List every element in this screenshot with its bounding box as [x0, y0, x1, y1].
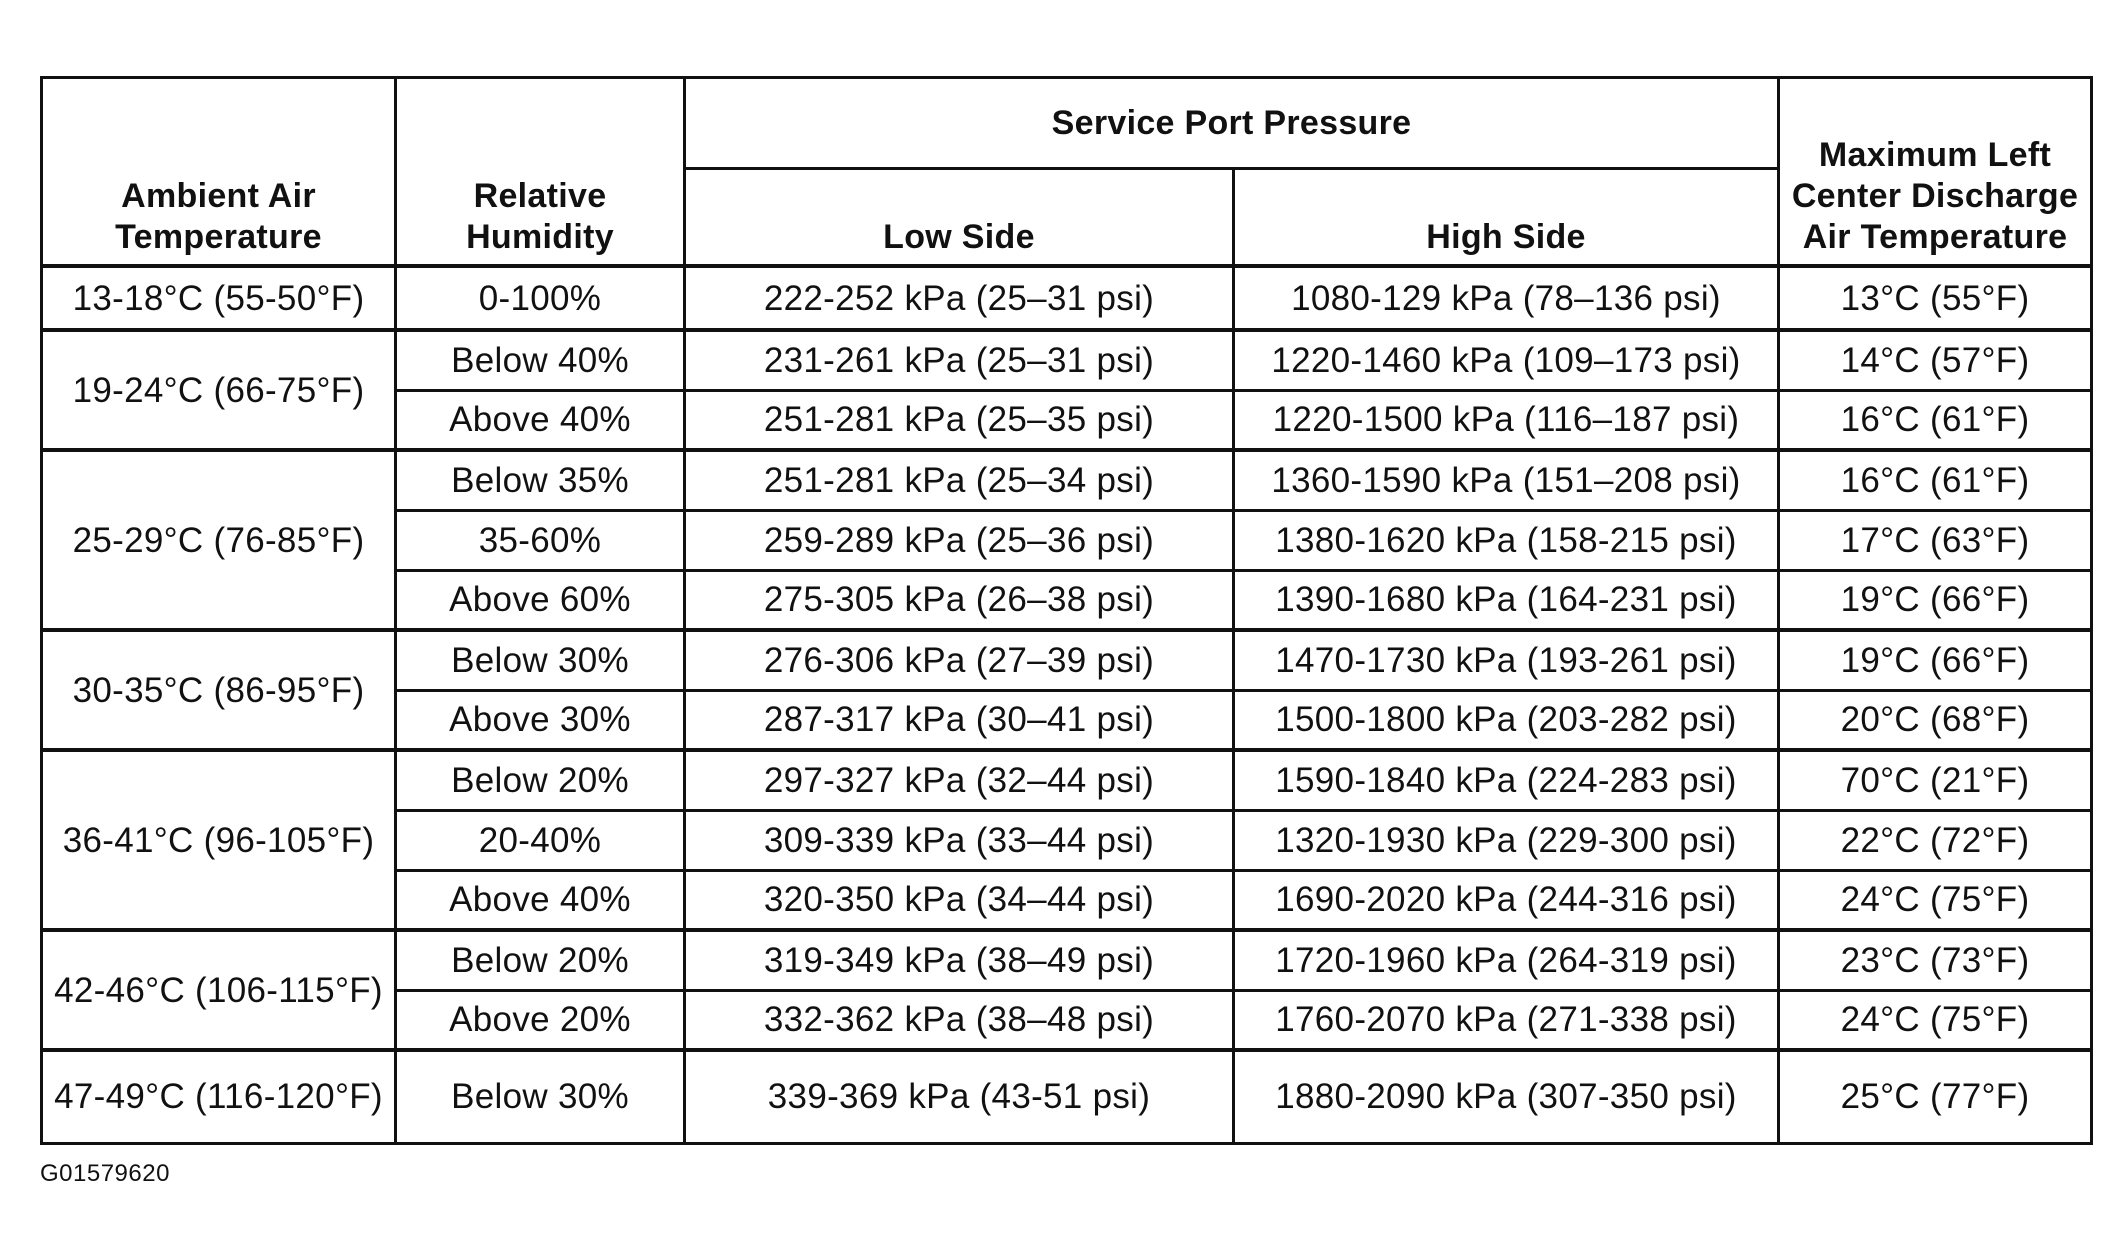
cell-high-side-pressure: 1080-129 kPa (78–136 psi) — [1234, 266, 1779, 330]
cell-max-discharge-temperature: 19°C (66°F) — [1779, 570, 2092, 630]
cell-max-discharge-temperature: 22°C (72°F) — [1779, 810, 2092, 870]
cell-relative-humidity: Below 35% — [396, 450, 685, 510]
cell-relative-humidity: Below 20% — [396, 930, 685, 990]
cell-low-side-pressure: 259-289 kPa (25–36 psi) — [685, 510, 1234, 570]
header-high-side: High Side — [1234, 169, 1779, 267]
header-max-discharge-air-temperature: Maximum Left Center Discharge Air Temperature — [1779, 78, 2092, 267]
cell-max-discharge-temperature: 13°C (55°F) — [1779, 266, 2092, 330]
cell-relative-humidity: 35-60% — [396, 510, 685, 570]
table-body — [42, 266, 2092, 1143]
header-service-port-pressure: Service Port Pressure — [685, 78, 1779, 169]
cell-high-side-pressure: 1470-1730 kPa (193-261 psi) — [1234, 630, 1779, 690]
cell-low-side-pressure: 222-252 kPa (25–31 psi) — [685, 266, 1234, 330]
figure-code: G01579620 — [40, 1160, 170, 1187]
cell-relative-humidity: Above 20% — [396, 990, 685, 1050]
cell-low-side-pressure: 319-349 kPa (38–49 psi) — [685, 930, 1234, 990]
cell-ambient-temperature: 36-41°C (96-105°F) — [42, 750, 396, 930]
cell-high-side-pressure: 1390-1680 kPa (164-231 psi) — [1234, 570, 1779, 630]
cell-high-side-pressure: 1220-1460 kPa (109–173 psi) — [1234, 330, 1779, 390]
cell-max-discharge-temperature: 16°C (61°F) — [1779, 450, 2092, 510]
cell-relative-humidity: 20-40% — [396, 810, 685, 870]
cell-high-side-pressure: 1690-2020 kPa (244-316 psi) — [1234, 870, 1779, 930]
cell-ambient-temperature: 42-46°C (106-115°F) — [42, 930, 396, 1050]
cell-high-side-pressure: 1320-1930 kPa (229-300 psi) — [1234, 810, 1779, 870]
cell-high-side-pressure: 1760-2070 kPa (271-338 psi) — [1234, 990, 1779, 1050]
cell-ambient-temperature: 25-29°C (76-85°F) — [42, 450, 396, 630]
cell-max-discharge-temperature: 14°C (57°F) — [1779, 330, 2092, 390]
cell-low-side-pressure: 297-327 kPa (32–44 psi) — [685, 750, 1234, 810]
cell-low-side-pressure: 332-362 kPa (38–48 psi) — [685, 990, 1234, 1050]
cell-low-side-pressure: 287-317 kPa (30–41 psi) — [685, 690, 1234, 750]
cell-low-side-pressure: 339-369 kPa (43-51 psi) — [685, 1050, 1234, 1143]
cell-relative-humidity: Above 40% — [396, 390, 685, 450]
table-row — [42, 266, 2092, 330]
cell-max-discharge-temperature: 24°C (75°F) — [1779, 870, 2092, 930]
table-row — [42, 930, 2092, 990]
cell-ambient-temperature: 30-35°C (86-95°F) — [42, 630, 396, 750]
table-row — [42, 750, 2092, 810]
cell-high-side-pressure: 1880-2090 kPa (307-350 psi) — [1234, 1050, 1779, 1143]
cell-low-side-pressure: 231-261 kPa (25–31 psi) — [685, 330, 1234, 390]
pressure-table-container — [40, 76, 2090, 1145]
cell-low-side-pressure: 251-281 kPa (25–35 psi) — [685, 390, 1234, 450]
table-row — [42, 450, 2092, 510]
cell-low-side-pressure: 275-305 kPa (26–38 psi) — [685, 570, 1234, 630]
cell-low-side-pressure: 309-339 kPa (33–44 psi) — [685, 810, 1234, 870]
header-relative-humidity: Relative Humidity — [396, 78, 685, 267]
cell-max-discharge-temperature: 24°C (75°F) — [1779, 990, 2092, 1050]
cell-high-side-pressure: 1500-1800 kPa (203-282 psi) — [1234, 690, 1779, 750]
header-ambient-air-temperature: Ambient Air Temperature — [42, 78, 396, 267]
cell-max-discharge-temperature: 16°C (61°F) — [1779, 390, 2092, 450]
cell-high-side-pressure: 1360-1590 kPa (151–208 psi) — [1234, 450, 1779, 510]
table-row — [42, 330, 2092, 390]
header-low-side: Low Side — [685, 169, 1234, 267]
cell-max-discharge-temperature: 23°C (73°F) — [1779, 930, 2092, 990]
cell-relative-humidity: Above 60% — [396, 570, 685, 630]
cell-ambient-temperature: 19-24°C (66-75°F) — [42, 330, 396, 450]
cell-low-side-pressure: 276-306 kPa (27–39 psi) — [685, 630, 1234, 690]
cell-relative-humidity: Above 40% — [396, 870, 685, 930]
cell-high-side-pressure: 1590-1840 kPa (224-283 psi) — [1234, 750, 1779, 810]
pressure-temperature-table — [40, 76, 2093, 1145]
table-row — [42, 1050, 2092, 1143]
cell-low-side-pressure: 320-350 kPa (34–44 psi) — [685, 870, 1234, 930]
table-header — [42, 78, 2092, 267]
cell-relative-humidity: Below 20% — [396, 750, 685, 810]
cell-high-side-pressure: 1720-1960 kPa (264-319 psi) — [1234, 930, 1779, 990]
cell-max-discharge-temperature: 17°C (63°F) — [1779, 510, 2092, 570]
cell-max-discharge-temperature: 70°C (21°F) — [1779, 750, 2092, 810]
cell-low-side-pressure: 251-281 kPa (25–34 psi) — [685, 450, 1234, 510]
cell-high-side-pressure: 1220-1500 kPa (116–187 psi) — [1234, 390, 1779, 450]
cell-ambient-temperature: 47-49°C (116-120°F) — [42, 1050, 396, 1143]
cell-relative-humidity: 0-100% — [396, 266, 685, 330]
cell-relative-humidity: Below 30% — [396, 1050, 685, 1143]
cell-max-discharge-temperature: 19°C (66°F) — [1779, 630, 2092, 690]
cell-high-side-pressure: 1380-1620 kPa (158-215 psi) — [1234, 510, 1779, 570]
cell-relative-humidity: Below 40% — [396, 330, 685, 390]
cell-max-discharge-temperature: 20°C (68°F) — [1779, 690, 2092, 750]
cell-relative-humidity: Below 30% — [396, 630, 685, 690]
table-row — [42, 630, 2092, 690]
cell-max-discharge-temperature: 25°C (77°F) — [1779, 1050, 2092, 1143]
cell-ambient-temperature: 13-18°C (55-50°F) — [42, 266, 396, 330]
cell-relative-humidity: Above 30% — [396, 690, 685, 750]
